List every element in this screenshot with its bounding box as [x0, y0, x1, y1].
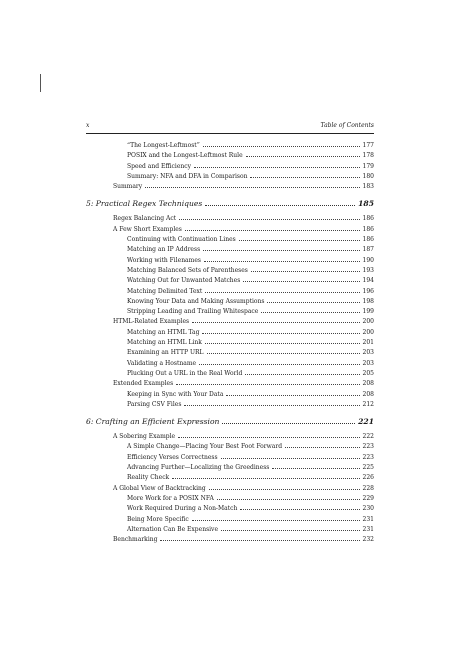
entry-page: 226: [362, 474, 374, 482]
entry-title: Benchmarking: [113, 536, 158, 544]
dot-leader: [185, 230, 360, 231]
entry-page: 225: [362, 464, 374, 472]
entry-title: Knowing Your Data and Making Assumptions: [127, 297, 265, 305]
entry-title: Extended Examples: [113, 380, 174, 388]
dot-leader: [145, 187, 359, 188]
entry-page: 203: [362, 349, 374, 357]
entry-title: A Simple Change—Placing Your Best Foot Forward: [127, 443, 283, 451]
entry-title: A Sobering Example: [113, 433, 176, 441]
entry-title: POSIX and the Longest-Leftmost Rule: [127, 152, 243, 160]
dot-leader: [176, 384, 359, 385]
toc-entry: [86, 338, 374, 348]
toc-entry: [86, 225, 374, 235]
entry-page: 186: [362, 225, 374, 233]
toc-entry: [86, 235, 374, 245]
entry-page: 194: [362, 277, 374, 285]
entry-page: 196: [362, 287, 374, 295]
dot-leader: [251, 271, 360, 272]
toc-entry: [86, 276, 374, 286]
toc-entry: [86, 379, 374, 389]
entry-title: Parsing CSV Files: [127, 400, 182, 408]
toc-entry: [86, 172, 374, 182]
dot-leader: [202, 333, 359, 334]
toc-entry: [86, 256, 374, 266]
entry-page: 203: [362, 359, 374, 367]
dot-leader: [179, 219, 359, 220]
toc-entry: [86, 141, 374, 151]
dot-leader: [205, 343, 360, 344]
entry-title: Reality Check: [127, 474, 170, 482]
entry-page: 177: [362, 142, 374, 149]
entry-page: 222: [362, 433, 374, 441]
toc-entry: [86, 369, 374, 379]
entry-title: Matching an HTML Tag: [127, 328, 200, 336]
entry-page: 183: [362, 183, 374, 191]
entry-page: 201: [362, 339, 374, 347]
dot-leader: [203, 250, 359, 251]
entry-title: HTML-Related Examples: [113, 318, 190, 326]
entry-page: 179: [362, 162, 374, 170]
header-rule: [86, 133, 374, 134]
entry-page: 231: [362, 515, 374, 523]
entry-page: 198: [362, 297, 374, 305]
dot-leader: [243, 281, 359, 282]
entry-title: Validating a Hostname: [127, 359, 197, 367]
toc-entry: [86, 463, 374, 473]
dot-leader: [205, 205, 355, 206]
entry-page: 208: [362, 380, 374, 388]
dot-leader: [203, 146, 360, 147]
entry-title: Alternation Can Be Expensive: [127, 525, 219, 533]
entry-page: 180: [362, 172, 374, 180]
toc-entry: [86, 317, 374, 327]
toc-entry: [86, 400, 374, 410]
dot-leader: [272, 468, 359, 469]
dot-leader: [250, 177, 359, 178]
toc-entry: [86, 504, 374, 514]
dot-leader: [184, 405, 359, 406]
entry-page: 231: [362, 525, 374, 533]
entry-page: 205: [362, 369, 374, 377]
dot-leader: [204, 261, 360, 262]
toc-entry: [86, 494, 374, 504]
entry-title: Being More Specific: [127, 515, 189, 523]
chapter-page: 185: [358, 199, 374, 209]
dot-leader: [194, 167, 360, 168]
entry-title: Matching Delimited Text: [127, 287, 203, 295]
entry-title: Working with Filenames: [127, 256, 201, 264]
dot-leader: [239, 240, 360, 241]
toc-entry: [86, 297, 374, 307]
chapter-title: 6: Crafting an Efficient Expression: [86, 417, 220, 427]
toc-entry: [86, 151, 374, 161]
entry-title: Matching Balanced Sets of Parentheses: [127, 266, 248, 274]
dot-leader: [192, 520, 360, 521]
dot-leader: [240, 509, 359, 510]
dot-leader: [246, 156, 360, 157]
entry-page: 186: [362, 215, 374, 223]
entry-title: More Work for a POSIX NFA: [127, 494, 214, 502]
entry-page: 223: [362, 443, 374, 451]
entry-title: Work Required During a Non-Match: [127, 505, 238, 513]
entry-page: 200: [362, 318, 374, 326]
entry-page: 193: [362, 266, 374, 274]
toc-entry: [86, 245, 374, 255]
dot-leader: [221, 458, 360, 459]
entry-title: Examining an HTTP URL: [127, 349, 204, 357]
toc-entry: [86, 442, 374, 452]
entry-page: 230: [362, 505, 374, 513]
entry-page: 223: [362, 453, 374, 461]
toc-entry: [86, 525, 374, 535]
entry-page: 187: [362, 246, 374, 254]
dot-leader: [160, 540, 359, 541]
toc-entry: [86, 484, 374, 494]
toc-chapter: [86, 198, 374, 210]
dot-leader: [261, 312, 359, 313]
entry-title: A Few Short Examples: [113, 225, 182, 233]
table-of-contents: [86, 141, 374, 545]
entry-title: Keeping in Sync with Your Data: [127, 390, 224, 398]
entry-page: 229: [362, 494, 374, 502]
toc-entry: [86, 432, 374, 442]
toc-entry: [86, 266, 374, 276]
toc-entry: [86, 348, 374, 358]
entry-page: 190: [362, 256, 374, 264]
toc-entry: [86, 390, 374, 400]
toc-entry: [86, 473, 374, 483]
entry-title: Stripping Leading and Trailing Whitespace: [127, 308, 259, 316]
toc-entry: [86, 515, 374, 525]
entry-page: 212: [362, 400, 374, 408]
toc-entry: [86, 453, 374, 463]
dot-leader: [178, 437, 359, 438]
dot-leader: [207, 353, 360, 354]
toc-entry: [86, 307, 374, 317]
dot-leader: [221, 530, 360, 531]
dot-leader: [226, 395, 359, 396]
entry-page: 208: [362, 390, 374, 398]
toc-entry: [86, 359, 374, 369]
toc-entry: [86, 214, 374, 224]
entry-page: 199: [362, 308, 374, 316]
chapter-title: 5: Practical Regex Techniques: [86, 199, 203, 209]
entry-title: Watching Out for Unwanted Matches: [127, 277, 241, 285]
dot-leader: [217, 499, 360, 500]
dot-leader: [192, 322, 359, 323]
toc-entry: [86, 287, 374, 297]
toc-entry: [86, 328, 374, 338]
dot-leader: [245, 374, 359, 375]
entry-page: 228: [362, 484, 374, 492]
entry-title: Summary: [113, 183, 143, 191]
toc-chapter: [86, 416, 374, 428]
entry-page: 178: [362, 152, 374, 160]
entry-title: Advancing Further—Localizing the Greediness: [127, 464, 270, 472]
dot-leader: [209, 489, 360, 490]
dot-leader: [267, 302, 359, 303]
entry-title: A Global View of Backtracking: [113, 484, 206, 492]
toc-entry: [86, 535, 374, 545]
page-number: x: [86, 122, 90, 129]
toc-entry: [86, 162, 374, 172]
entry-title: Speed and Efficiency: [127, 162, 191, 170]
entry-title: Efficiency Verses Correctness: [127, 453, 218, 461]
entry-title: Continuing with Continuation Lines: [127, 236, 236, 244]
entry-title: Summary: NFA and DFA in Comparison: [127, 172, 248, 180]
dot-leader: [172, 478, 359, 479]
entry-title: Plucking Out a URL in the Real World: [127, 369, 243, 377]
dot-leader: [222, 423, 355, 424]
entry-page: 186: [362, 236, 374, 244]
dot-leader: [205, 292, 359, 293]
toc-entry: [86, 182, 374, 192]
entry-page: 200: [362, 328, 374, 336]
dot-leader: [285, 447, 359, 448]
entry-title: Matching an IP Address: [127, 246, 201, 254]
dot-leader: [199, 364, 359, 365]
running-header: [86, 122, 374, 129]
chapter-page: 221: [358, 417, 374, 427]
entry-title: Regex Balancing Act: [113, 215, 177, 223]
margin-change-bar: [40, 74, 41, 92]
entry-title: Matching an HTML Link: [127, 339, 202, 347]
running-title: Table of Contents: [320, 122, 374, 129]
entry-page: 232: [362, 536, 374, 544]
entry-title: “The Longest-Leftmost”: [127, 142, 200, 149]
